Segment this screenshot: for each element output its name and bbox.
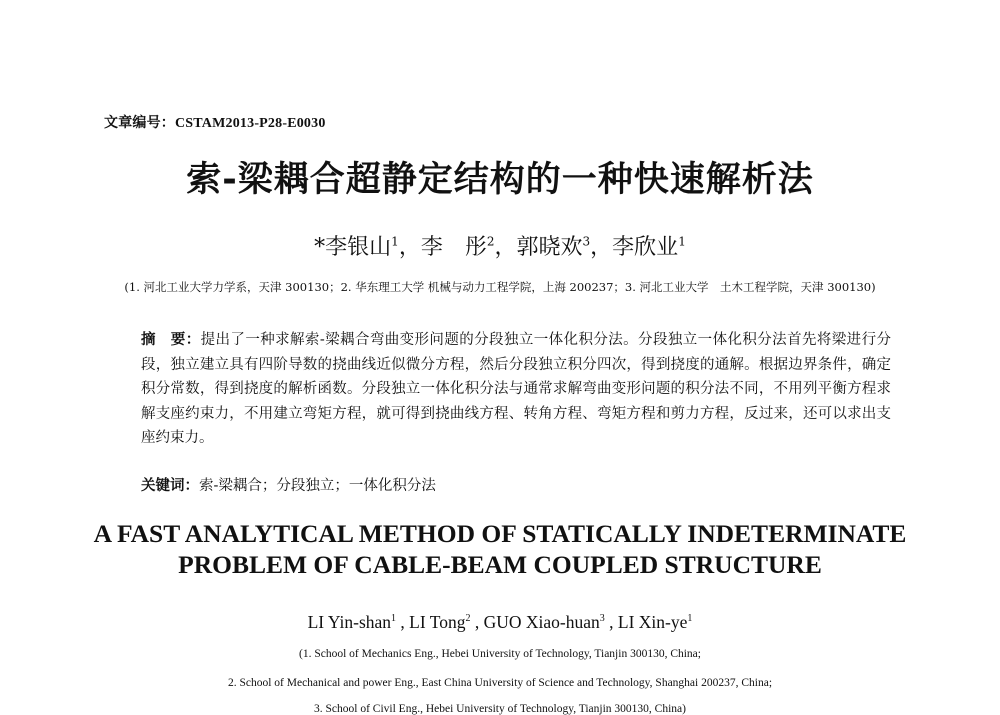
keywords-label: 关键词： bbox=[141, 478, 199, 494]
author-cn-affil-mark: 3 bbox=[582, 234, 591, 249]
author-cn-affil-mark: 1 bbox=[391, 234, 399, 249]
abstract-cn bbox=[141, 328, 891, 451]
keywords-text: 索-梁耦合；分段独立；一体化积分法 bbox=[199, 478, 436, 494]
author-en-name: LI Xin-ye bbox=[617, 612, 688, 632]
author-separator: ， bbox=[590, 235, 613, 260]
authors-cn bbox=[0, 230, 1000, 261]
author-cn-prefix: * bbox=[314, 235, 326, 260]
title-en-line-1: A FAST ANALYTICAL METHOD OF STATICALLY INDETERMINATE bbox=[93, 519, 907, 548]
author-separator: , bbox=[396, 612, 410, 632]
author-cn-name: 李银山 bbox=[325, 235, 392, 260]
authors-en bbox=[0, 612, 1000, 633]
author-cn-name: 郭晓欢 bbox=[516, 235, 583, 260]
author-en-affil-mark: 3 bbox=[599, 613, 605, 625]
title-en-line-2: PROBLEM OF CABLE-BEAM COUPLED STRUCTURE bbox=[178, 550, 822, 579]
author-separator: ， bbox=[494, 235, 517, 260]
author-en-name: LI Tong bbox=[409, 612, 466, 632]
affiliation-en-line: 2. School of Mechanical and power Eng., East China University of Science and Technology, Shanghai 200237, China; bbox=[227, 677, 773, 689]
paper-title-cn: 索-梁耦合超静定结构的一种快速解析法 bbox=[186, 160, 814, 200]
paper-title-en bbox=[0, 518, 1000, 580]
author-en-affil-mark: 1 bbox=[687, 613, 693, 625]
article-id bbox=[104, 112, 326, 132]
affiliation-en-line: (1. School of Mechanics Eng., Hebei University of Technology, Tianjin 300130, China; bbox=[299, 648, 701, 660]
article-id-value: CSTAM2013-P28-E0030 bbox=[175, 116, 326, 131]
abstract-text: 提出了一种求解索-梁耦合弯曲变形问题的分段独立一体化积分法。分段独立一体化积分法首先将梁进行分段，独立建立具有四阶导数的挠曲线近似微分方程，然后分段独立积分四次，得到挠度的通解。根据边界条件，确定积分常数，得到挠度的解析函数。分段独立一体化积分法与通常求解弯曲变形问题的积分法不同，不用列平衡方程求解支座约束力，不用建立弯矩方程，就可得到挠曲线方程、转角方程、弯矩方程和剪力方程，反过来，还可以求出支座约束力。 bbox=[141, 332, 891, 447]
author-cn-name: 李 彤 bbox=[420, 235, 487, 260]
author-separator: , bbox=[604, 612, 618, 632]
abstract-label: 摘 要： bbox=[141, 332, 201, 348]
author-cn-affil-mark: 2 bbox=[486, 234, 495, 249]
author-cn-affil-mark: 1 bbox=[678, 234, 686, 249]
keywords-cn bbox=[141, 474, 436, 495]
author-separator: , bbox=[470, 612, 484, 632]
author-cn-name: 李欣业 bbox=[612, 235, 679, 260]
author-en-name: GUO Xiao-huan bbox=[483, 612, 600, 632]
article-id-label: 文章编号： bbox=[104, 116, 175, 131]
author-en-name: LI Yin-shan bbox=[307, 612, 392, 632]
author-separator: ， bbox=[398, 235, 421, 260]
author-en-affil-mark: 2 bbox=[465, 613, 471, 625]
author-en-affil-mark: 1 bbox=[391, 613, 397, 625]
affiliation-en-line: 3. School of Civil Eng., Hebei University of Technology, Tianjin 300130, China) bbox=[314, 703, 686, 715]
affiliations-cn: (1. 河北工业大学力学系，天津 300130；2. 华东理工大学 机械与动力工程学院，上海 200237；3. 河北工业大学 土木工程学院，天津 300130) bbox=[124, 280, 876, 294]
